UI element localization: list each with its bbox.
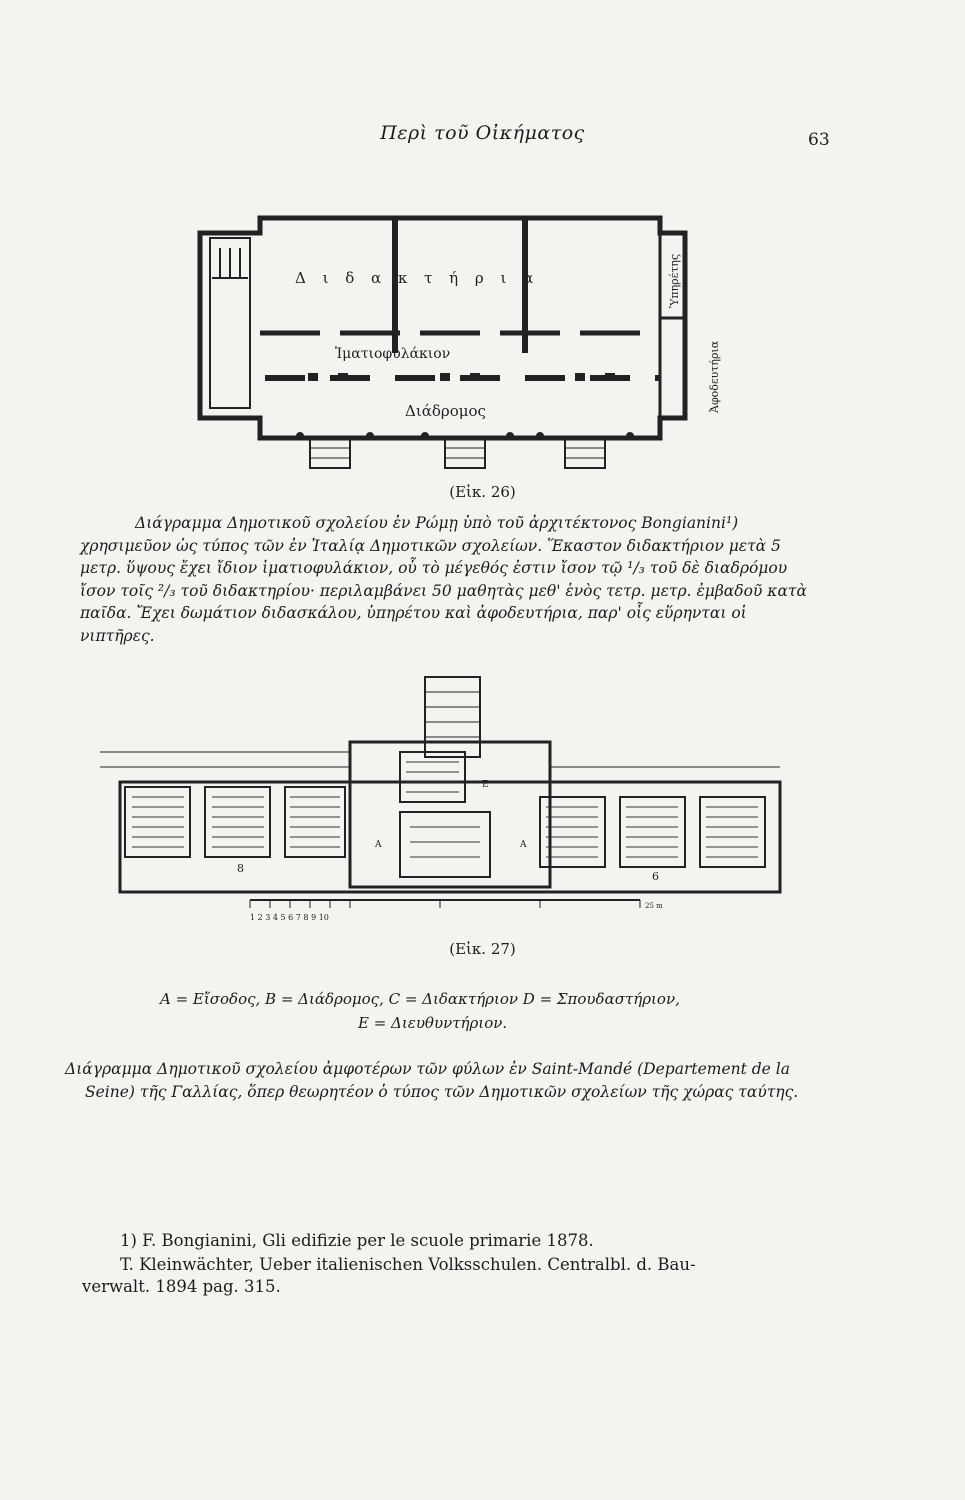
plan-label-corridor: Διάδρομος — [405, 402, 486, 420]
plan-label-toilets: Ἀφοδευτήρια — [708, 340, 721, 413]
plan-label-wing-right: 6 — [652, 870, 659, 883]
plan-label-servant: Ὑπηρέτης — [668, 253, 681, 308]
scale-bar-label: 1 2 3 4 5 6 7 8 9 10 — [250, 913, 329, 922]
figure-27-legend-line2: E = Διευθυντήριον. — [358, 1014, 508, 1032]
plan-label-classrooms: Δ ι δ α κ τ ή ρ ι α — [295, 269, 540, 287]
scale-bar-end: 25 m — [645, 902, 663, 910]
plan-label-wing-left: 8 — [237, 862, 244, 875]
plan-label-entrance-right: A — [520, 840, 527, 850]
page-number: 63 — [808, 130, 830, 150]
plan-label-room-e: E — [482, 780, 489, 790]
footnote-1: 1) F. Bongianini, Gli edifizie per le scuole primarie 1878. — [120, 1231, 594, 1250]
figure-27-description: Διάγραμμα Δημοτικοῦ σχολείου ἀμφοτέρων τῶν φύλων ἐν Saint-Mandé (Departement de la Seine) τῆς Γαλλίας, ὅπερ θεωρητέον ὁ τύπος τῶν Δημοτικῶν σχολείων τῆς χώρας ταύτης. — [65, 1060, 799, 1101]
running-header: Περὶ τοῦ Οἰκήματος — [380, 122, 585, 144]
figure-26-description: Διάγραμμα Δημοτικοῦ σχολείου ἐν Ρώμῃ ὑπὸ τοῦ ἀρχιτέκτονος Bongianini¹) χρησιμεῦον ὡς τύπος τῶν ἐν Ἰταλίᾳ Δημοτικῶν σχολείων. Ἕκαστον διδακτήριον μετὰ 5 μετρ. ὕψους ἔχει ἴδιον ἱματιοφυλάκιον, οὗ τὸ μέγεθός ἐστιν ἴσον τῷ ¹/₃ τοῦ δὲ διαδρόμου ἴσον τοῖς ²/₃ τοῦ διδακτηρίου· περιλαμβάνει 50 μαθητὰς μεθ' ἑνὸς τετρ. μετρ. ἐμβαδοῦ κατὰ παῖδα. Ἔχει δωμάτιον διδασκάλου, ὑπηρέτου καὶ ἀφοδευτήρια, παρ' οἷς εὕρηνται οἱ νιπτῆρες. — [80, 514, 807, 645]
plan-label-entrance-left: A — [375, 840, 382, 850]
figure-26-floor-plan — [190, 208, 730, 478]
plan-label-cloakroom: Ἱματιοφυλάκιον — [335, 346, 451, 362]
figure-27-floor-plan — [80, 672, 800, 934]
figure-27-legend-line1: A = Εἴσοδος, B = Διάδρομος, C = Διδακτήριον D = Σπουδαστήριον, — [160, 990, 680, 1008]
figure-26-caption: (Εἰκ. 26) — [449, 483, 516, 501]
footnote-2: T. Kleinwächter, Ueber italienischen Volksschulen. Centralbl. d. Bau- — [120, 1255, 696, 1274]
figure-27-caption: (Εἰκ. 27) — [449, 940, 516, 958]
footnote-3: verwalt. 1894 pag. 315. — [82, 1277, 281, 1296]
